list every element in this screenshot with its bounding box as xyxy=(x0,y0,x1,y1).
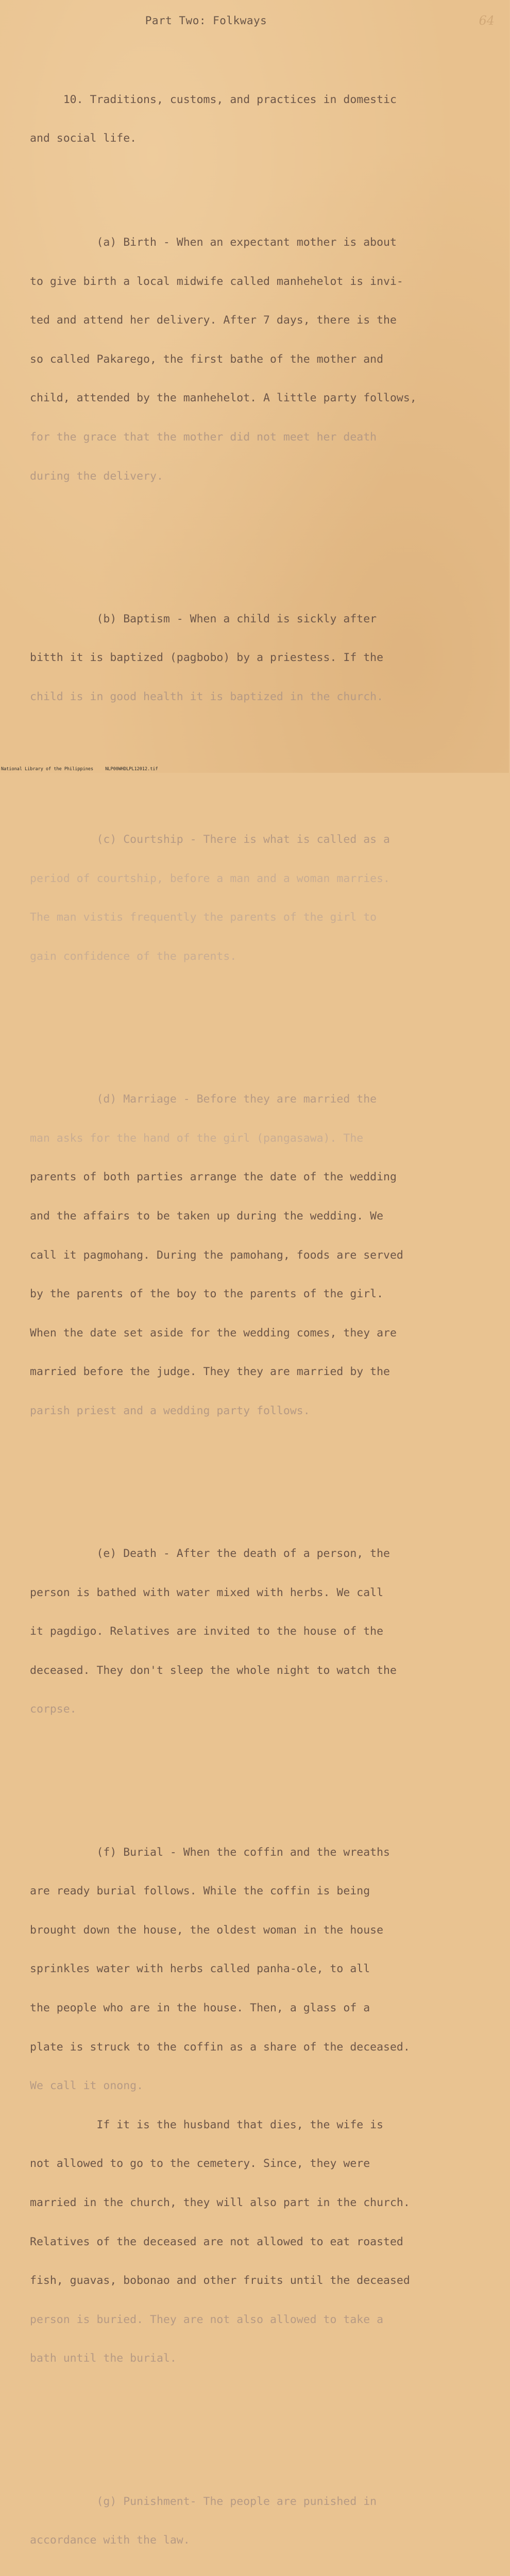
text-line: (c) Courtship - There is what is called as a xyxy=(30,833,390,846)
text-line: If it is the husband that dies, the wife is xyxy=(30,2118,384,2131)
text-line: plate is struck to the coffin as a share of the deceased. xyxy=(30,2040,410,2054)
document-body xyxy=(30,41,483,2576)
text-line: by the parents of the boy to the parents of the girl. xyxy=(30,1287,384,1301)
text-line: during the delivery. xyxy=(30,469,163,483)
text-line: period of courtship, before a man and a woman marries. xyxy=(30,872,390,885)
text-line: brought down the house, the oldest woman in the house xyxy=(30,1923,384,1937)
text-line: (d) Marriage - Before they are married the xyxy=(30,1093,377,1106)
text-line: corpse. xyxy=(30,1703,77,1716)
section-punishment xyxy=(30,2469,483,2573)
text-line: (b) Baptism - When a child is sickly after xyxy=(30,612,377,625)
text-line: married before the judge. They they are married by the xyxy=(30,1365,390,1379)
text-line: the people who are in the house. Then, a glass of a xyxy=(30,2002,370,2015)
text-line: (g) Punishment- The people are punished in xyxy=(30,2495,377,2508)
file-name: NLP00WHDLPL12012.tif xyxy=(105,767,158,772)
text-line: We call it onong. xyxy=(30,2079,144,2093)
text-line: The man vistis frequently the parents of the girl to xyxy=(30,911,377,924)
archive-footer xyxy=(0,767,510,772)
section-baptism xyxy=(30,586,483,729)
text-line: gain confidence of the parents. xyxy=(30,950,237,963)
paragraph-gap xyxy=(30,1469,483,1482)
library-credit: National Library of the Philippines xyxy=(1,767,94,772)
text-line: When the date set aside for the wedding comes, they are xyxy=(30,1326,397,1340)
section-marriage xyxy=(30,1067,483,1444)
text-line: child is in good health it is baptized in the church. xyxy=(30,690,384,703)
text-line: so called Pakarego, the first bathe of the mother and xyxy=(30,352,384,366)
text-line: parish priest and a wedding party follows. xyxy=(30,1404,310,1417)
text-line: person is buried. They are not also allowed to take a xyxy=(30,2313,384,2326)
text-line: 10. Traditions, customs, and practices in domestic xyxy=(30,93,397,106)
paragraph-gap xyxy=(30,2417,483,2430)
paragraph-gap xyxy=(30,1768,483,1781)
page-header: Part Two: Folkways xyxy=(145,14,267,27)
text-line: it pagdigo. Relatives are invited to the house of the xyxy=(30,1625,384,1638)
text-line: for the grace that the mother did not meet her death xyxy=(30,430,377,444)
text-line: (f) Burial - When the coffin and the wreaths xyxy=(30,1845,390,1859)
text-line: not allowed to go to the cemetery. Since, they were xyxy=(30,2157,370,2171)
paragraph-gap xyxy=(30,1015,483,1028)
text-line: man asks for the hand of the girl (pangasawa). The xyxy=(30,1131,364,1145)
paragraph-gap xyxy=(30,535,483,548)
text-line: Relatives of the deceased are not allowed to eat roasted xyxy=(30,2235,403,2248)
text-line: (a) Birth - When an expectant mother is about xyxy=(30,236,397,249)
section-courtship xyxy=(30,807,483,989)
text-line: to give birth a local midwife called manhehelot is invi- xyxy=(30,275,403,288)
text-line: child, attended by the manhehelot. A little party follows, xyxy=(30,392,417,405)
text-line: married in the church, they will also part in the church. xyxy=(30,2196,410,2210)
text-line: and social life. xyxy=(30,132,137,145)
text-line: fish, guavas, bobonao and other fruits until the deceased xyxy=(30,2274,410,2287)
text-line: bitth it is baptized (pagbobo) by a priestess. If the xyxy=(30,651,384,665)
text-line: are ready burial follows. While the coffin is being xyxy=(30,1885,370,1898)
section-burial xyxy=(30,1820,483,2391)
page-number: 64 xyxy=(479,13,495,28)
section-death xyxy=(30,1521,483,1742)
text-line: deceased. They don't sleep the whole night to watch the xyxy=(30,1664,397,1677)
text-line: parents of both parties arrange the date of the wedding xyxy=(30,1171,397,1184)
text-line: ted and attend her delivery. After 7 days, there is the xyxy=(30,314,397,327)
section-birth xyxy=(30,210,483,509)
text-line: bath until the burial. xyxy=(30,2352,177,2365)
text-line: and the affairs to be taken up during the wedding. We xyxy=(30,1209,384,1223)
section-intro xyxy=(30,67,483,171)
text-line: person is bathed with water mixed with herbs. We call xyxy=(30,1586,384,1599)
text-line: (e) Death - After the death of a person, the xyxy=(30,1547,390,1561)
text-line: accordance with the law. xyxy=(30,2534,190,2547)
text-line: sprinkles water with herbs called panha-ole, to all xyxy=(30,1962,370,1976)
text-line: call it pagmohang. During the pamohang, foods are served xyxy=(30,1248,403,1262)
